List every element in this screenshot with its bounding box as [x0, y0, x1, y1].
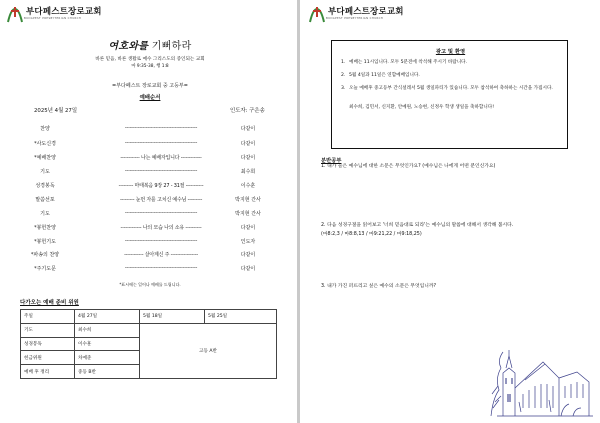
- announcement-text: 5월 4일과 11일은 연합예배입니다.: [349, 73, 420, 78]
- service-item-detail: ---------------------------------------------: [124, 265, 198, 271]
- motto-verse: 마 9:35-38, 행 1:8: [131, 64, 169, 69]
- study-question: 1. 내가 들은 예수님에 대한 소문은 무엇인가요? (예수님은 나에게 어떤 분인신가요): [321, 164, 496, 169]
- service-item-detail: --------- 눈먼 자를 고치신 예수님 ---------: [119, 197, 203, 203]
- service-item-detail: --------- 마태복음 9장 27 - 31절 -----------: [118, 183, 204, 189]
- group-study-title: 분반공부: [321, 158, 342, 164]
- service-item-person: 다같이: [240, 141, 256, 147]
- table-cell: 헌금위원: [21, 351, 75, 365]
- service-item-person: 다같이: [240, 225, 256, 231]
- page-title: [0, 37, 300, 52]
- service-row: [0, 210, 300, 218]
- service-item-detail: ---------------------------------------------: [124, 125, 198, 131]
- service-row: [0, 182, 300, 190]
- table-cell: 기도: [21, 323, 75, 337]
- announcement-text: 예배는 11시입니다. 모두 5분전에 착석해 주시기 바랍니다.: [349, 60, 468, 65]
- table-cell: 예배 후 정리: [21, 365, 75, 379]
- service-item-person: 박지현 간사: [235, 197, 261, 203]
- service-item-person: 인도자: [240, 239, 256, 245]
- announcement-text: 오늘 예배후 중고등부 간식설레서 5월 생일파티가 있습니다. 모두 참석하여 축하하는 시간을 가집시다.: [349, 86, 553, 91]
- table-cell: 4월 27일: [75, 310, 140, 324]
- service-row: [0, 265, 300, 273]
- service-date: 2025년 4월 27일: [34, 108, 78, 114]
- table-cell: 최수희: [75, 323, 140, 337]
- service-row: [0, 125, 300, 133]
- study-question: 2. 다음 성경구절을 읽어보고 '너희 믿음대로 되라'는 예수님의 말씀에 대해서 생각해 봅시다.: [321, 223, 514, 228]
- service-item-person: 다같이: [240, 155, 256, 161]
- service-item-name: *예배찬양: [34, 155, 56, 161]
- service-item-name: 기도: [40, 169, 50, 175]
- department-label: =부다페스트 장로교회 중 고등부=: [112, 83, 188, 89]
- table-header-row: [21, 310, 277, 324]
- table-cell: 이수훈: [75, 337, 140, 351]
- church-building-illustration: [489, 338, 594, 418]
- service-item-name: *봉헌찬양: [34, 225, 56, 231]
- church-logo: [308, 7, 404, 23]
- service-item-name: *주기도문: [34, 266, 56, 272]
- church-motto: 바른 믿음, 바른 생활로 예수 그리스도의 증인되는 교회: [95, 57, 205, 62]
- service-item-name: 기도: [40, 211, 50, 217]
- title-rest: 기뻐하라: [148, 41, 192, 52]
- church-name: 부다페스트장로교회: [26, 7, 102, 17]
- service-item-name: 말씀선포: [35, 197, 55, 203]
- announcement-number: 3.: [341, 86, 346, 91]
- service-leader: 인도자: 구은송: [230, 108, 265, 114]
- service-row: [0, 140, 300, 148]
- service-row: [0, 154, 300, 162]
- table-row: [21, 323, 277, 337]
- title-emphasis: 여호와를: [108, 41, 149, 52]
- study-question: 3. 내가 가진 퍼뜨리고 싶은 예수의 소문은 무엇입니까?: [321, 284, 437, 289]
- prep-committee-title: 다가오는 예배 준비 위원: [20, 300, 79, 306]
- table-cell: 중등 B반: [75, 365, 140, 379]
- service-item-detail: ------------ 나는 예배자입니다 -------------: [120, 155, 202, 161]
- church-name-en: BUDAPEST PRESBYTERIAN CHURCH: [326, 17, 384, 20]
- service-item-name: 찬양: [40, 126, 50, 132]
- service-item-person: 박지현 간사: [235, 211, 261, 217]
- service-item-detail: ---------------------------------------------: [124, 168, 198, 174]
- service-item-name: *봉헌기도: [34, 239, 56, 245]
- service-row: [0, 251, 300, 259]
- service-item-detail: ------------- 나의 모습 나의 소유 ----------: [120, 225, 202, 231]
- service-item-detail: ---------------------------------------------: [124, 140, 198, 146]
- announcement-item: [341, 86, 563, 92]
- service-item-name: *사도신경: [34, 141, 56, 147]
- service-item-detail: ------------ 살아계신 주 -----------------: [124, 252, 198, 258]
- church-name-en: BUDAPEST PRESBYTERIAN CHURCH: [24, 17, 82, 20]
- birthday-message: 최수희, 김민서, 신지환, 안예원, 노승현, 신정우 학생 생일을 축하합니다!: [349, 105, 495, 110]
- announcement-number: 1.: [341, 60, 346, 65]
- church-name: 부다페스트장로교회: [328, 7, 404, 17]
- service-item-person: 다같이: [240, 266, 256, 272]
- order-title: 예배순서: [139, 95, 161, 101]
- service-row: [0, 238, 300, 246]
- announcement-item: [341, 60, 561, 66]
- service-row: [0, 224, 300, 232]
- table-cell: 5월 25일: [205, 310, 277, 324]
- service-item-person: 다같이: [240, 126, 256, 132]
- table-cell: 차예준: [75, 351, 140, 365]
- study-question-refs: (마8:2,3 / 마8:8,13 / 마9:21,22 / 마9:18,25): [321, 232, 422, 237]
- announcements-box: [331, 40, 568, 149]
- announcements-title: 광고 및 환영: [435, 49, 466, 55]
- service-row: [0, 196, 300, 204]
- service-item-detail: ---------------------------------------------: [124, 210, 198, 216]
- church-logo-icon: [308, 7, 326, 23]
- standing-note: *표시에는 일어나 예배를 드립니다.: [119, 282, 181, 287]
- service-item-name: 성경봉독: [35, 183, 55, 189]
- service-item-name: *파송의 찬양: [30, 252, 60, 258]
- service-item-person: 이수훈: [240, 183, 256, 189]
- table-cell: 성경봉독: [21, 337, 75, 351]
- service-row: [0, 168, 300, 176]
- announcement-number: 2.: [341, 73, 346, 78]
- service-item-person: 최수희: [240, 169, 256, 175]
- table-cell: 5월 18일: [140, 310, 205, 324]
- table-cell: 주일: [21, 310, 75, 324]
- prep-committee-table: [20, 309, 277, 379]
- merged-cell: 고등 A반: [140, 323, 277, 378]
- announcement-item: [341, 73, 561, 79]
- service-item-person: 다같이: [240, 252, 256, 258]
- title-block: [0, 37, 300, 69]
- service-item-detail: ---------------------------------------------: [124, 238, 198, 244]
- church-logo: [6, 7, 102, 23]
- church-logo-icon: [6, 7, 24, 23]
